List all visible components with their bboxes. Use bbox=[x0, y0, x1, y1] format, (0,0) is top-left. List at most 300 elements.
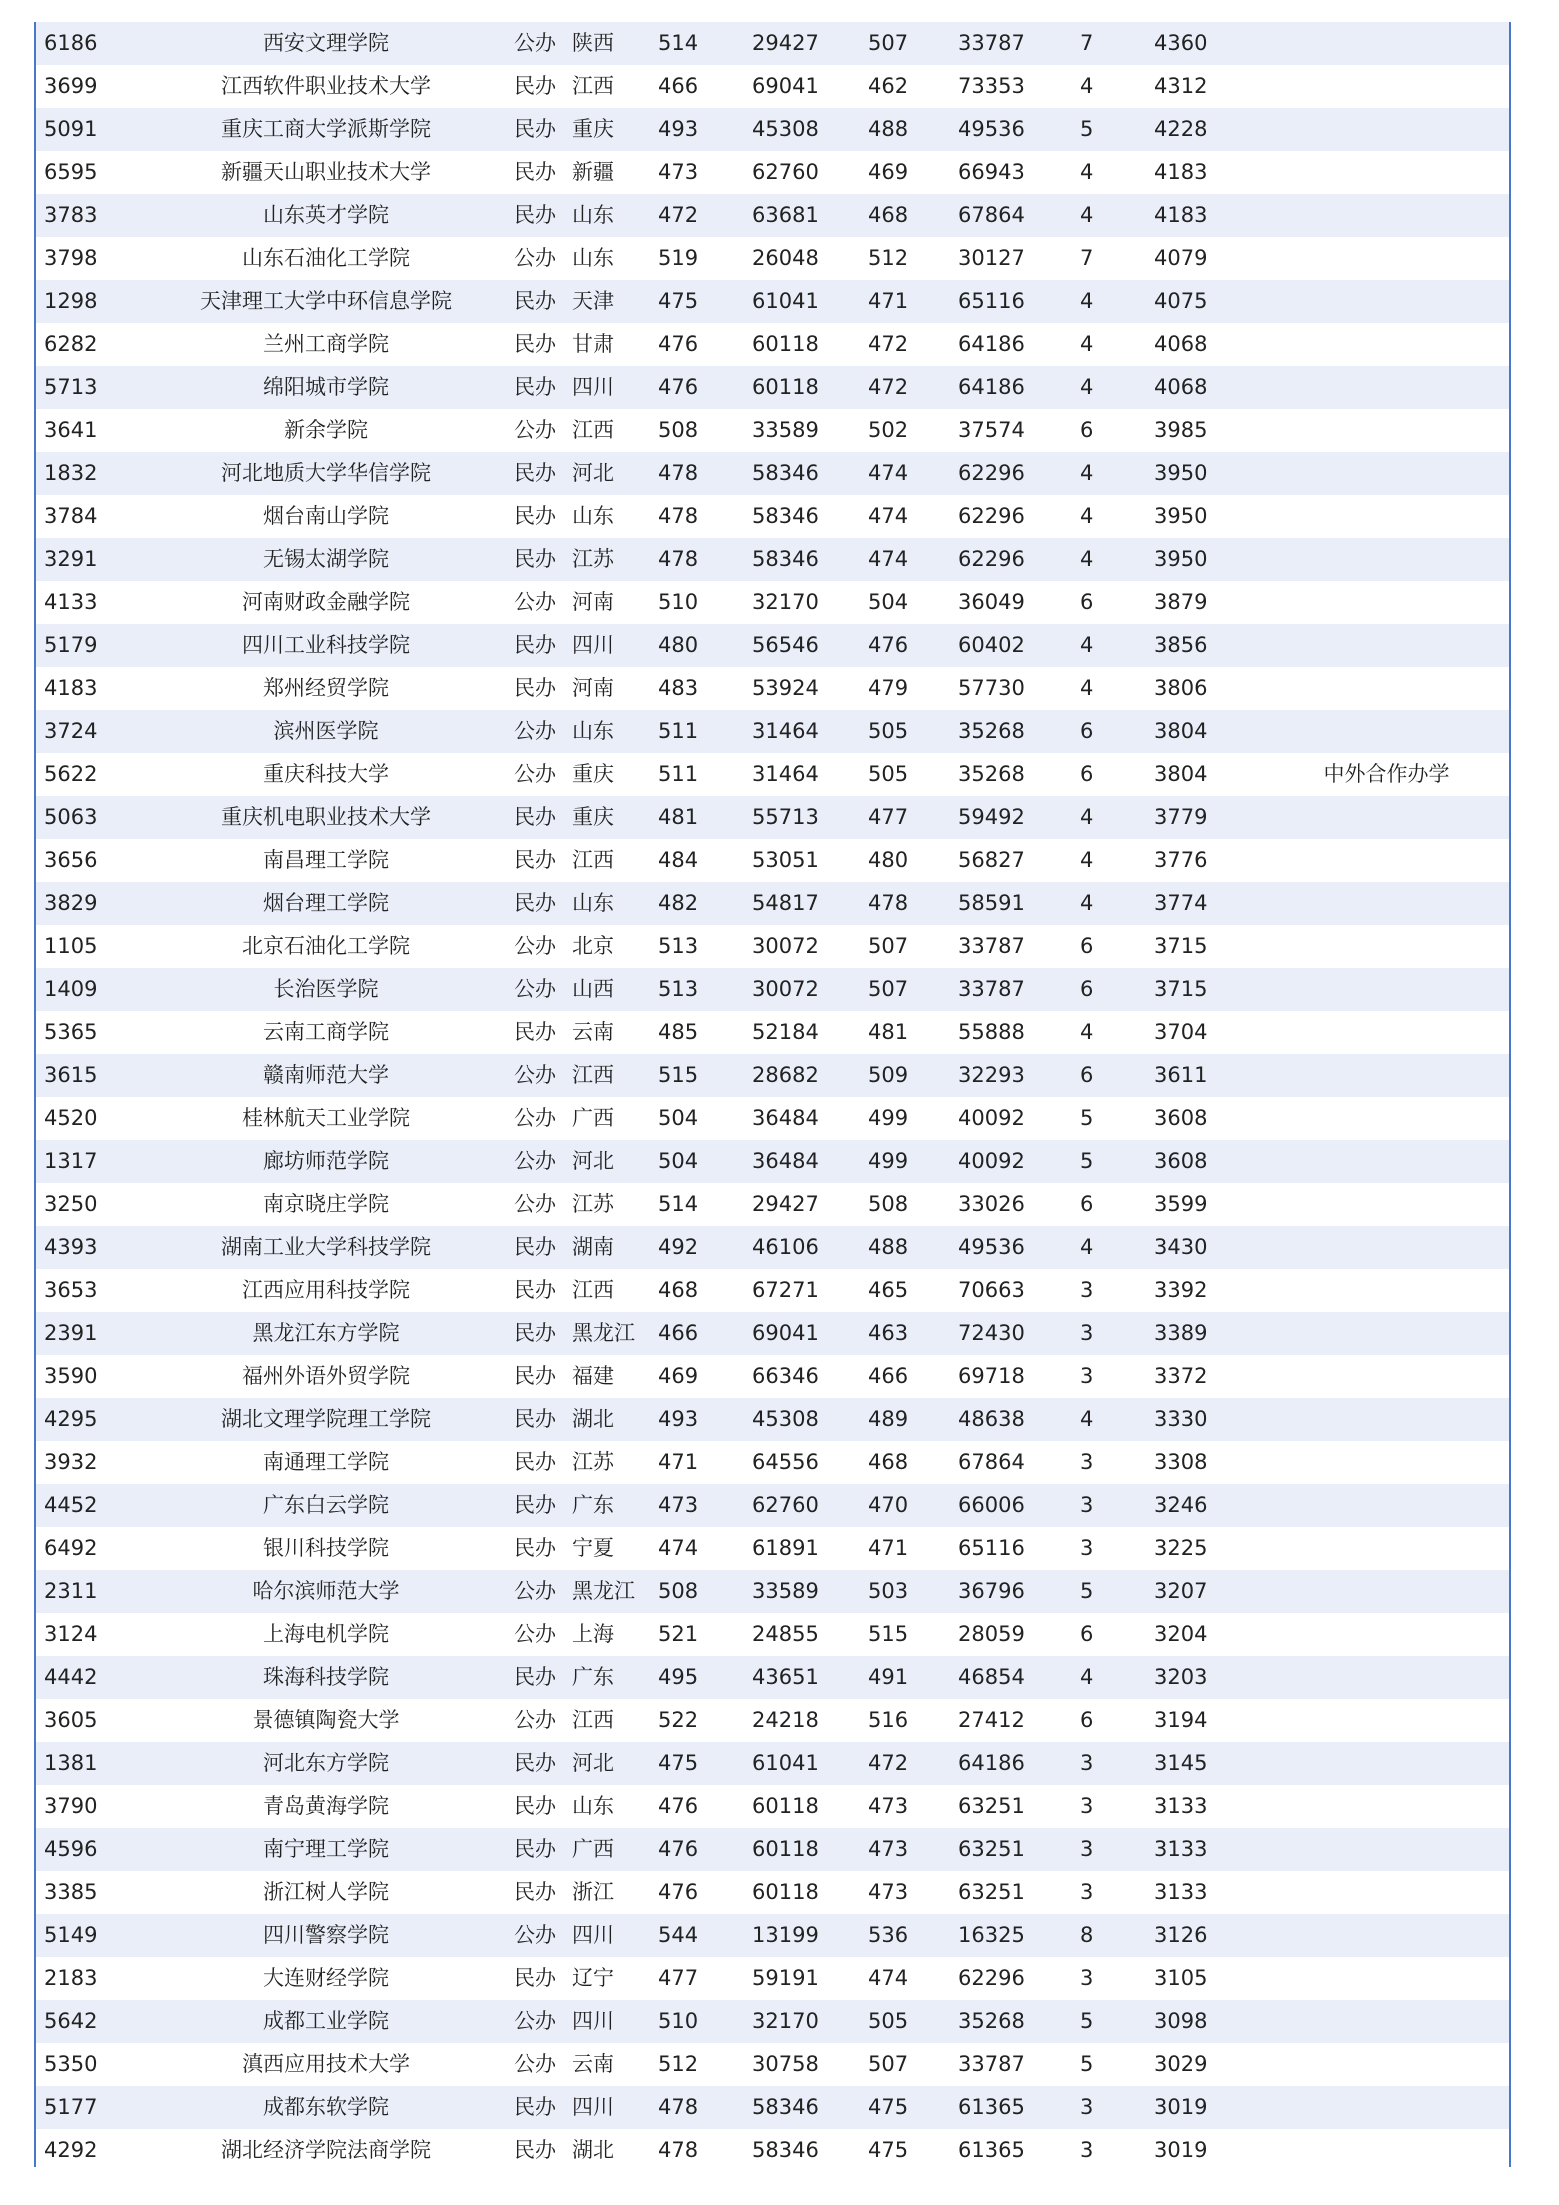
province-cell: 山东 bbox=[572, 246, 614, 270]
admission-score-table bbox=[36, 22, 1509, 2172]
score-diff-cell: 4 bbox=[1080, 1656, 1154, 1699]
school-type-cell: 公办 bbox=[502, 1914, 568, 1957]
table-row bbox=[36, 1140, 1509, 1183]
rank-diff-cell: 3715 bbox=[1154, 934, 1208, 958]
score-2-cell: 472 bbox=[868, 366, 958, 409]
score-1-cell: 478 bbox=[658, 2138, 699, 2162]
score-diff-cell: 6 bbox=[1080, 1054, 1154, 1097]
school-code-cell: 3124 bbox=[44, 1622, 98, 1646]
score-diff-cell: 3 bbox=[1080, 1484, 1154, 1527]
rank-diff-cell: 3372 bbox=[1154, 1364, 1208, 1388]
school-name-cell: 河北东方学院 bbox=[150, 1742, 502, 1785]
province-cell: 江西 bbox=[572, 848, 614, 872]
score-1-cell: 508 bbox=[658, 418, 699, 442]
school-name-cell: 银川科技学院 bbox=[263, 1536, 389, 1560]
province-cell: 甘肃 bbox=[572, 332, 614, 356]
school-type-cell: 公办 bbox=[502, 2000, 568, 2043]
table-row bbox=[36, 1828, 1509, 1871]
note-cell bbox=[1264, 22, 1509, 65]
table-body bbox=[36, 22, 1509, 2172]
rank-1-cell: 26048 bbox=[752, 246, 819, 270]
school-name-cell: 滇西应用技术大学 bbox=[242, 2052, 410, 2076]
province-cell: 黑龙江 bbox=[568, 1570, 658, 1613]
province-cell: 广西 bbox=[572, 1106, 614, 1130]
rank-1-cell: 30072 bbox=[752, 968, 868, 1011]
school-code-cell: 5063 bbox=[36, 796, 150, 839]
table-row bbox=[36, 1441, 1509, 1484]
score-2-cell: 480 bbox=[868, 848, 909, 872]
school-code-cell: 3724 bbox=[36, 710, 150, 753]
school-code-cell: 3385 bbox=[44, 1880, 98, 1904]
rank-2-cell: 27412 bbox=[958, 1708, 1025, 1732]
score-2-cell: 475 bbox=[868, 2138, 909, 2162]
rank-1-cell: 45308 bbox=[752, 108, 868, 151]
school-name-cell: 天津理工大学中环信息学院 bbox=[150, 280, 502, 323]
province-cell: 江西 bbox=[568, 1054, 658, 1097]
table-row bbox=[36, 667, 1509, 710]
rank-diff-cell: 3029 bbox=[1154, 2052, 1208, 2076]
rank-1-cell: 69041 bbox=[752, 74, 819, 98]
province-cell: 天津 bbox=[568, 280, 658, 323]
rank-1-cell: 58346 bbox=[752, 452, 868, 495]
school-type-cell: 民办 bbox=[514, 1020, 556, 1044]
score-diff-cell: 3 bbox=[1080, 2086, 1154, 2129]
school-name-cell: 重庆工商大学派斯学院 bbox=[150, 108, 502, 151]
rank-1-cell: 43651 bbox=[752, 1656, 868, 1699]
score-1-cell: 471 bbox=[658, 1450, 699, 1474]
school-code-cell: 6595 bbox=[44, 160, 98, 184]
school-name-cell: 四川警察学院 bbox=[150, 1914, 502, 1957]
rank-2-cell: 49536 bbox=[958, 1226, 1080, 1269]
score-1-cell: 513 bbox=[658, 934, 699, 958]
score-diff-cell: 6 bbox=[1080, 1192, 1094, 1216]
rank-2-cell: 63251 bbox=[958, 1828, 1080, 1871]
rank-1-cell: 30758 bbox=[752, 2052, 819, 2076]
rank-2-cell: 33787 bbox=[958, 934, 1025, 958]
note-cell bbox=[1264, 409, 1509, 452]
rank-2-cell: 73353 bbox=[958, 74, 1025, 98]
school-type-cell: 公办 bbox=[502, 22, 568, 65]
rank-diff-cell: 3804 bbox=[1154, 762, 1208, 786]
score-diff-cell: 3 bbox=[1080, 1742, 1154, 1785]
rank-diff-cell: 3145 bbox=[1154, 1742, 1264, 1785]
school-type-cell: 民办 bbox=[502, 624, 568, 667]
note-cell bbox=[1264, 323, 1509, 366]
school-type-cell: 民办 bbox=[502, 1828, 568, 1871]
rank-diff-cell: 3194 bbox=[1154, 1708, 1208, 1732]
school-code-cell: 4596 bbox=[36, 1828, 150, 1871]
rank-1-cell: 33589 bbox=[752, 1570, 868, 1613]
rank-2-cell: 62296 bbox=[958, 504, 1025, 528]
school-type-cell: 公办 bbox=[514, 1106, 556, 1130]
school-name-cell: 北京石油化工学院 bbox=[242, 934, 410, 958]
table-row bbox=[36, 710, 1509, 753]
province-cell: 山东 bbox=[568, 194, 658, 237]
rank-diff-cell: 3308 bbox=[1154, 1450, 1208, 1474]
rank-2-cell: 66006 bbox=[958, 1484, 1080, 1527]
rank-diff-cell: 3203 bbox=[1154, 1656, 1264, 1699]
note-cell bbox=[1264, 1183, 1509, 1226]
score-1-cell: 511 bbox=[658, 710, 752, 753]
score-1-cell: 514 bbox=[658, 22, 752, 65]
school-name-cell: 新余学院 bbox=[284, 418, 368, 442]
school-code-cell: 3291 bbox=[36, 538, 150, 581]
score-2-cell: 473 bbox=[868, 1794, 909, 1818]
rank-2-cell: 33026 bbox=[958, 1192, 1025, 1216]
score-1-cell: 493 bbox=[658, 1398, 752, 1441]
school-name-cell: 黑龙江东方学院 bbox=[150, 1312, 502, 1355]
province-cell: 福建 bbox=[572, 1364, 614, 1388]
score-1-cell: 493 bbox=[658, 108, 752, 151]
note-cell bbox=[1264, 1871, 1509, 1914]
score-diff-cell: 4 bbox=[1080, 1398, 1154, 1441]
score-2-cell: 505 bbox=[868, 2000, 958, 2043]
rank-1-cell: 66346 bbox=[752, 1364, 819, 1388]
rank-diff-cell: 3879 bbox=[1154, 590, 1208, 614]
note-cell bbox=[1264, 968, 1509, 1011]
note-cell bbox=[1264, 1226, 1509, 1269]
school-type-cell: 民办 bbox=[514, 848, 556, 872]
school-code-cell: 4133 bbox=[44, 590, 98, 614]
school-name-cell: 兰州工商学院 bbox=[263, 332, 389, 356]
table-row bbox=[36, 1527, 1509, 1570]
rank-2-cell: 56827 bbox=[958, 848, 1025, 872]
school-code-cell: 1298 bbox=[36, 280, 150, 323]
rank-diff-cell: 4228 bbox=[1154, 108, 1264, 151]
rank-2-cell: 64186 bbox=[958, 1742, 1080, 1785]
province-cell: 云南 bbox=[572, 2052, 614, 2076]
table-row bbox=[36, 882, 1509, 925]
rank-2-cell: 37574 bbox=[958, 418, 1025, 442]
score-1-cell: 478 bbox=[658, 504, 699, 528]
province-cell: 四川 bbox=[568, 1914, 658, 1957]
province-cell: 河北 bbox=[568, 1140, 658, 1183]
score-1-cell: 476 bbox=[658, 1794, 699, 1818]
rank-1-cell: 60118 bbox=[752, 1794, 819, 1818]
rank-diff-cell: 4068 bbox=[1154, 366, 1264, 409]
school-name-cell: 山东英才学院 bbox=[150, 194, 502, 237]
rank-diff-cell: 3611 bbox=[1154, 1054, 1264, 1097]
score-1-cell: 476 bbox=[658, 332, 699, 356]
note-cell bbox=[1264, 2086, 1509, 2129]
school-code-cell: 3605 bbox=[44, 1708, 98, 1732]
rank-2-cell: 35268 bbox=[958, 710, 1080, 753]
rank-1-cell: 30072 bbox=[752, 934, 819, 958]
school-type-cell: 民办 bbox=[502, 366, 568, 409]
note-cell bbox=[1264, 452, 1509, 495]
note-cell bbox=[1264, 1785, 1509, 1828]
school-type-cell: 公办 bbox=[514, 762, 556, 786]
school-type-cell: 民办 bbox=[502, 538, 568, 581]
note-cell bbox=[1264, 1699, 1509, 1742]
note-cell bbox=[1264, 1957, 1509, 2000]
score-1-cell: 472 bbox=[658, 194, 752, 237]
score-2-cell: 469 bbox=[868, 160, 909, 184]
note-cell bbox=[1264, 839, 1509, 882]
score-1-cell: 544 bbox=[658, 1914, 752, 1957]
note-cell bbox=[1264, 151, 1509, 194]
school-name-cell: 湖南工业大学科技学院 bbox=[150, 1226, 502, 1269]
note-cell bbox=[1264, 1398, 1509, 1441]
score-2-cell: 507 bbox=[868, 22, 958, 65]
table-row bbox=[36, 1011, 1509, 1054]
rank-2-cell: 65116 bbox=[958, 1536, 1025, 1560]
school-name-cell: 成都工业学院 bbox=[150, 2000, 502, 2043]
score-diff-cell: 6 bbox=[1080, 762, 1094, 786]
school-name-cell: 云南工商学院 bbox=[263, 1020, 389, 1044]
rank-2-cell: 32293 bbox=[958, 1054, 1080, 1097]
score-2-cell: 477 bbox=[868, 796, 958, 839]
score-2-cell: 491 bbox=[868, 1656, 958, 1699]
score-1-cell: 481 bbox=[658, 796, 752, 839]
province-cell: 山东 bbox=[572, 1794, 614, 1818]
note-cell bbox=[1264, 1570, 1509, 1613]
note-cell bbox=[1264, 1914, 1509, 1957]
school-code-cell: 4452 bbox=[36, 1484, 150, 1527]
school-name-cell: 重庆机电职业技术大学 bbox=[150, 796, 502, 839]
rank-diff-cell: 3330 bbox=[1154, 1398, 1264, 1441]
rank-1-cell: 59191 bbox=[752, 1966, 819, 1990]
score-diff-cell: 6 bbox=[1080, 710, 1154, 753]
rank-2-cell: 35268 bbox=[958, 762, 1025, 786]
rank-diff-cell: 3985 bbox=[1154, 418, 1208, 442]
rank-diff-cell: 3430 bbox=[1154, 1226, 1264, 1269]
school-code-cell: 2391 bbox=[36, 1312, 150, 1355]
rank-1-cell: 62760 bbox=[752, 160, 819, 184]
score-2-cell: 473 bbox=[868, 1880, 909, 1904]
school-code-cell: 3784 bbox=[44, 504, 98, 528]
rank-1-cell: 60118 bbox=[752, 366, 868, 409]
score-1-cell: 485 bbox=[658, 1020, 699, 1044]
score-2-cell: 468 bbox=[868, 1450, 909, 1474]
school-code-cell: 3615 bbox=[36, 1054, 150, 1097]
province-cell: 浙江 bbox=[572, 1880, 614, 1904]
table-row bbox=[36, 1183, 1509, 1226]
note-cell bbox=[1264, 538, 1509, 581]
school-code-cell: 5365 bbox=[44, 1020, 98, 1044]
score-2-cell: 471 bbox=[868, 1536, 909, 1560]
province-cell: 广西 bbox=[568, 1828, 658, 1871]
score-diff-cell: 7 bbox=[1080, 246, 1094, 270]
school-type-cell: 民办 bbox=[502, 280, 568, 323]
school-name-cell: 新疆天山职业技术大学 bbox=[221, 160, 431, 184]
school-type-cell: 公办 bbox=[514, 934, 556, 958]
score-2-cell: 508 bbox=[868, 1192, 909, 1216]
school-name-cell: 青岛黄海学院 bbox=[263, 1794, 389, 1818]
province-cell: 四川 bbox=[568, 2086, 658, 2129]
score-2-cell: 470 bbox=[868, 1484, 958, 1527]
school-code-cell: 5149 bbox=[36, 1914, 150, 1957]
note-cell bbox=[1264, 1054, 1509, 1097]
school-name-cell: 南昌理工学院 bbox=[263, 848, 389, 872]
rank-1-cell: 58346 bbox=[752, 2138, 819, 2162]
school-type-cell: 民办 bbox=[514, 1278, 556, 1302]
note-cell bbox=[1264, 2043, 1509, 2086]
score-1-cell: 466 bbox=[658, 74, 699, 98]
score-2-cell: 478 bbox=[868, 882, 958, 925]
score-diff-cell: 6 bbox=[1080, 934, 1094, 958]
rank-2-cell: 64186 bbox=[958, 332, 1025, 356]
rank-diff-cell: 3133 bbox=[1154, 1794, 1208, 1818]
score-1-cell: 510 bbox=[658, 2000, 752, 2043]
table-row bbox=[36, 1226, 1509, 1269]
score-2-cell: 505 bbox=[868, 762, 909, 786]
score-diff-cell: 6 bbox=[1080, 968, 1154, 1011]
rank-1-cell: 60118 bbox=[752, 1880, 819, 1904]
rank-1-cell: 58346 bbox=[752, 538, 868, 581]
school-type-cell: 公办 bbox=[514, 2052, 556, 2076]
school-name-cell: 景德镇陶瓷大学 bbox=[252, 1708, 400, 1732]
score-2-cell: 474 bbox=[868, 538, 958, 581]
school-type-cell: 民办 bbox=[502, 1742, 568, 1785]
score-2-cell: 488 bbox=[868, 108, 958, 151]
province-cell: 江西 bbox=[572, 418, 614, 442]
table-row bbox=[36, 1699, 1509, 1742]
score-1-cell: 510 bbox=[658, 590, 699, 614]
school-code-cell: 3653 bbox=[44, 1278, 98, 1302]
score-2-cell: 507 bbox=[868, 968, 958, 1011]
score-2-cell: 516 bbox=[868, 1708, 909, 1732]
score-2-cell: 536 bbox=[868, 1914, 958, 1957]
school-code-cell: 2311 bbox=[36, 1570, 150, 1613]
rank-1-cell: 60118 bbox=[752, 1828, 868, 1871]
rank-diff-cell: 3715 bbox=[1154, 968, 1264, 1011]
score-diff-cell: 5 bbox=[1080, 2052, 1094, 2076]
score-diff-cell: 4 bbox=[1080, 848, 1094, 872]
rank-diff-cell: 3133 bbox=[1154, 1828, 1264, 1871]
score-1-cell: 511 bbox=[658, 762, 699, 786]
school-code-cell: 5091 bbox=[36, 108, 150, 151]
rank-1-cell: 69041 bbox=[752, 1312, 868, 1355]
table-row bbox=[36, 2043, 1509, 2086]
rank-diff-cell: 3950 bbox=[1154, 538, 1264, 581]
rank-1-cell: 29427 bbox=[752, 1192, 819, 1216]
province-cell: 河南 bbox=[572, 676, 614, 700]
school-type-cell: 民办 bbox=[502, 796, 568, 839]
score-2-cell: 512 bbox=[868, 246, 909, 270]
table-row bbox=[36, 65, 1509, 108]
table-row bbox=[36, 1269, 1509, 1312]
school-name-cell: 烟台南山学院 bbox=[263, 504, 389, 528]
rank-2-cell: 36049 bbox=[958, 590, 1025, 614]
rank-2-cell: 16325 bbox=[958, 1914, 1080, 1957]
rank-diff-cell: 3804 bbox=[1154, 710, 1264, 753]
score-2-cell: 509 bbox=[868, 1054, 958, 1097]
province-cell: 黑龙江 bbox=[568, 1312, 658, 1355]
province-cell: 四川 bbox=[568, 624, 658, 667]
table-row bbox=[36, 1054, 1509, 1097]
note-cell bbox=[1264, 1613, 1509, 1656]
table-row bbox=[36, 1871, 1509, 1914]
school-code-cell: 3641 bbox=[44, 418, 98, 442]
school-type-cell: 民办 bbox=[514, 1364, 556, 1388]
rank-1-cell: 55713 bbox=[752, 796, 868, 839]
table-row bbox=[36, 796, 1509, 839]
school-type-cell: 民办 bbox=[502, 2086, 568, 2129]
province-cell: 上海 bbox=[572, 1622, 614, 1646]
table-row bbox=[36, 968, 1509, 1011]
score-diff-cell: 6 bbox=[1080, 418, 1094, 442]
score-1-cell: 483 bbox=[658, 676, 699, 700]
school-name-cell: 江西软件职业技术大学 bbox=[221, 74, 431, 98]
school-name-cell: 重庆科技大学 bbox=[263, 762, 389, 786]
rank-2-cell: 67864 bbox=[958, 1450, 1025, 1474]
rank-1-cell: 36484 bbox=[752, 1140, 868, 1183]
school-type-cell: 民办 bbox=[514, 1536, 556, 1560]
school-type-cell: 公办 bbox=[514, 1708, 556, 1732]
rank-2-cell: 40092 bbox=[958, 1106, 1025, 1130]
school-type-cell: 公办 bbox=[502, 968, 568, 1011]
rank-2-cell: 28059 bbox=[958, 1622, 1025, 1646]
province-cell: 河北 bbox=[568, 1742, 658, 1785]
score-diff-cell: 3 bbox=[1080, 1450, 1094, 1474]
rank-1-cell: 53051 bbox=[752, 848, 819, 872]
score-diff-cell: 3 bbox=[1080, 1880, 1094, 1904]
note-cell bbox=[1264, 667, 1509, 710]
score-2-cell: 466 bbox=[868, 1364, 909, 1388]
school-code-cell: 4520 bbox=[44, 1106, 98, 1130]
table-row bbox=[36, 409, 1509, 452]
rank-diff-cell: 4360 bbox=[1154, 22, 1264, 65]
score-diff-cell: 4 bbox=[1080, 504, 1094, 528]
table-row bbox=[36, 624, 1509, 667]
rank-diff-cell: 3599 bbox=[1154, 1192, 1208, 1216]
rank-diff-cell: 3950 bbox=[1154, 504, 1208, 528]
school-name-cell: 烟台理工学院 bbox=[150, 882, 502, 925]
note-cell bbox=[1264, 194, 1509, 237]
rank-diff-cell: 3207 bbox=[1154, 1570, 1264, 1613]
rank-2-cell: 72430 bbox=[958, 1312, 1080, 1355]
school-name-cell: 滨州医学院 bbox=[150, 710, 502, 753]
school-type-cell: 公办 bbox=[514, 246, 556, 270]
score-diff-cell: 4 bbox=[1080, 332, 1094, 356]
note-cell bbox=[1264, 1097, 1509, 1140]
score-2-cell: 474 bbox=[868, 1966, 909, 1990]
school-type-cell: 民办 bbox=[514, 1966, 556, 1990]
school-name-cell: 江西应用科技学院 bbox=[242, 1278, 410, 1302]
province-cell: 湖北 bbox=[572, 2138, 614, 2162]
school-name-cell: 大连财经学院 bbox=[263, 1966, 389, 1990]
province-cell: 重庆 bbox=[568, 108, 658, 151]
province-cell: 湖北 bbox=[568, 1398, 658, 1441]
table-row bbox=[36, 538, 1509, 581]
school-code-cell: 3783 bbox=[36, 194, 150, 237]
note-cell bbox=[1264, 366, 1509, 409]
rank-1-cell: 61041 bbox=[752, 1742, 868, 1785]
rank-1-cell: 56546 bbox=[752, 624, 868, 667]
score-diff-cell: 4 bbox=[1080, 280, 1154, 323]
rank-diff-cell: 3204 bbox=[1154, 1622, 1208, 1646]
table-row bbox=[36, 839, 1509, 882]
note-cell bbox=[1264, 2000, 1509, 2043]
rank-2-cell: 58591 bbox=[958, 882, 1080, 925]
rank-2-cell: 70663 bbox=[958, 1278, 1025, 1302]
province-cell: 河北 bbox=[568, 452, 658, 495]
school-type-cell: 民办 bbox=[502, 882, 568, 925]
school-type-cell: 公办 bbox=[514, 1192, 556, 1216]
score-1-cell: 476 bbox=[658, 366, 752, 409]
school-type-cell: 民办 bbox=[502, 1398, 568, 1441]
school-name-cell: 湖北经济学院法商学院 bbox=[221, 2138, 431, 2162]
school-type-cell: 民办 bbox=[514, 74, 556, 98]
school-name-cell: 南宁理工学院 bbox=[150, 1828, 502, 1871]
score-1-cell: 484 bbox=[658, 848, 699, 872]
score-1-cell: 473 bbox=[658, 1484, 752, 1527]
note-cell bbox=[1264, 1527, 1509, 1570]
score-1-cell: 468 bbox=[658, 1278, 699, 1302]
table-row bbox=[36, 1957, 1509, 2000]
school-name-cell: 上海电机学院 bbox=[263, 1622, 389, 1646]
